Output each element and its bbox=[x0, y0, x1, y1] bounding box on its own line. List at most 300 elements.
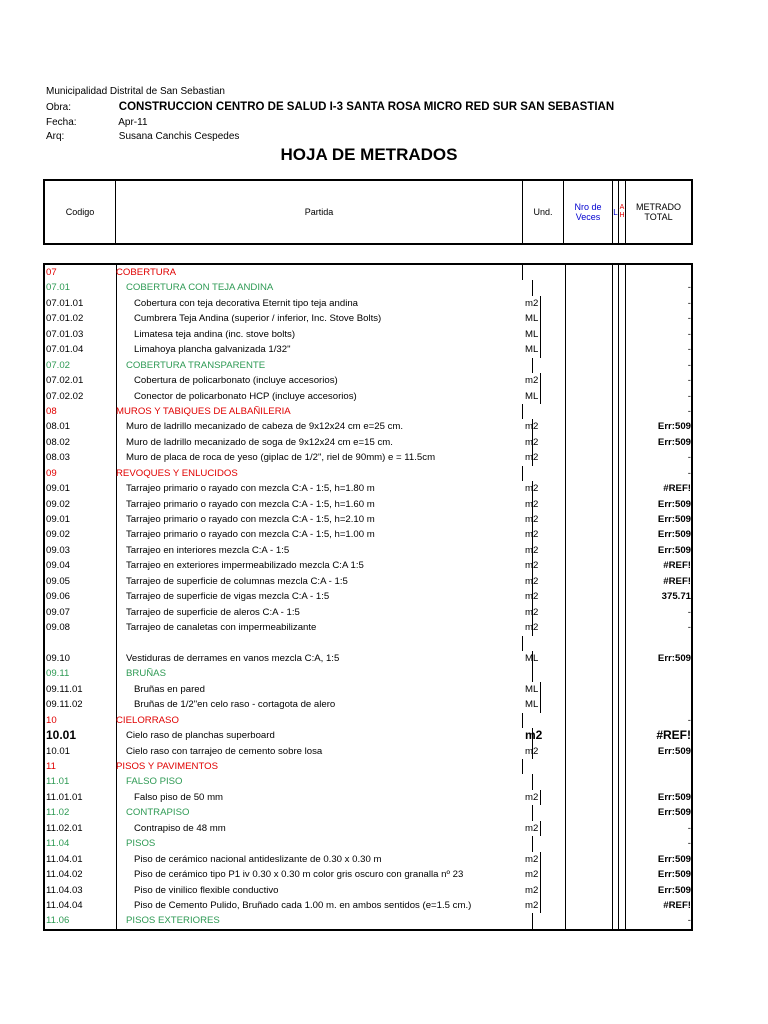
row-nro-veces bbox=[564, 527, 613, 542]
row-partida: Contrapiso de 48 mm bbox=[116, 821, 541, 836]
row-nro-veces bbox=[564, 682, 613, 697]
row-partida: Conector de policarbonato HCP (incluye accesorios) bbox=[116, 389, 541, 404]
row-und: m2 bbox=[523, 728, 566, 743]
row-partida: Tarrajeo primario o rayado con mezcla C:A - 1:5, h=1.80 m bbox=[116, 481, 533, 496]
row-total bbox=[626, 697, 693, 712]
row-factor bbox=[619, 651, 626, 666]
row-partida: CIELORRASO bbox=[116, 713, 523, 728]
row-und bbox=[523, 636, 566, 651]
row-code: 08.03 bbox=[45, 450, 117, 465]
row-code: 09.10 bbox=[45, 651, 117, 666]
row-und: m2 bbox=[523, 744, 566, 759]
org-name: Municipalidad Distrital de San Sebastian bbox=[46, 86, 225, 97]
table-row bbox=[45, 342, 691, 357]
row-und: m2 bbox=[523, 558, 566, 573]
row-code: 09.01 bbox=[45, 512, 117, 527]
table-row bbox=[45, 620, 691, 635]
row-total: - bbox=[687, 375, 691, 387]
row-partida: Tarrajeo de superficie de columnas mezcla C:A - 1:5 bbox=[116, 574, 533, 589]
row-partida: Muro de ladrillo mecanizado de soga de 9x12x24 cm e=15 cm. bbox=[116, 435, 533, 450]
row-nro-veces bbox=[564, 404, 613, 419]
table-row bbox=[45, 636, 691, 651]
row-und: m2 bbox=[523, 821, 566, 836]
row-nro-veces bbox=[564, 419, 613, 434]
row-nro-veces bbox=[564, 389, 613, 404]
row-nro-veces bbox=[564, 311, 613, 326]
row-partida: Falso piso de 50 mm bbox=[116, 790, 541, 805]
row-factor bbox=[619, 327, 626, 342]
row-factor bbox=[619, 574, 626, 589]
table-row bbox=[45, 852, 691, 867]
row-nro-veces bbox=[564, 280, 613, 295]
row-total: Err:509 bbox=[657, 869, 691, 881]
row-partida: Piso de cerámico tipo P1 iv 0.30 x 0.30 m color gris oscuro con granalla nº 23 bbox=[116, 867, 541, 882]
row-factor bbox=[619, 296, 626, 311]
obra-label: Obra: bbox=[46, 102, 72, 113]
row-factor bbox=[619, 805, 626, 820]
row-factor bbox=[619, 342, 626, 357]
col-und: Und. bbox=[523, 181, 564, 243]
row-total: Err:509 bbox=[657, 514, 691, 525]
row-und bbox=[523, 805, 566, 820]
row-und bbox=[523, 759, 566, 774]
row-total: - bbox=[687, 606, 691, 618]
row-factor bbox=[619, 280, 626, 295]
row-total: - bbox=[687, 622, 691, 634]
table-row bbox=[45, 543, 691, 558]
row-total bbox=[626, 682, 693, 697]
row-partida: COBERTURA CON TEJA ANDINA bbox=[116, 280, 533, 295]
row-total: #REF! bbox=[663, 483, 691, 495]
table-row bbox=[45, 867, 691, 882]
row-nro-veces bbox=[564, 358, 613, 373]
table-row bbox=[45, 836, 691, 851]
row-partida: REVOQUES Y ENLUCIDOS bbox=[116, 466, 523, 481]
arq-line bbox=[46, 131, 239, 142]
table-row bbox=[45, 605, 691, 620]
row-und: m2 bbox=[523, 527, 566, 542]
row-total: Err:509 bbox=[657, 529, 691, 541]
row-total: - bbox=[687, 297, 691, 309]
row-code: 09.11.02 bbox=[45, 697, 117, 712]
row-partida: Vestiduras de derrames en vanos mezcla C:A, 1:5 bbox=[116, 651, 533, 666]
row-total: - bbox=[687, 822, 691, 834]
row-total: Err:509 bbox=[657, 745, 691, 757]
row-code: 07.02.02 bbox=[45, 389, 117, 404]
row-total: - bbox=[687, 328, 691, 340]
row-nro-veces bbox=[564, 774, 613, 789]
row-total: - bbox=[687, 467, 691, 479]
row-factor bbox=[619, 852, 626, 867]
row-nro-veces bbox=[564, 466, 613, 481]
row-code: 09 bbox=[45, 466, 117, 481]
row-total: Err:509 bbox=[657, 807, 691, 819]
row-factor bbox=[619, 497, 626, 512]
row-und bbox=[523, 265, 566, 280]
table-row bbox=[45, 574, 691, 589]
table-row bbox=[45, 898, 691, 913]
row-nro-veces bbox=[564, 589, 613, 604]
row-factor bbox=[619, 435, 626, 450]
row-factor bbox=[619, 636, 626, 651]
row-code: 11.01.01 bbox=[45, 790, 117, 805]
row-partida: FALSO PISO bbox=[116, 774, 533, 789]
row-und: m2 bbox=[523, 450, 566, 465]
row-partida: Tarrajeo de canaletas con impermeabilizante bbox=[116, 620, 533, 635]
row-nro-veces bbox=[564, 605, 613, 620]
row-factor bbox=[619, 620, 626, 635]
row-factor bbox=[619, 790, 626, 805]
row-nro-veces bbox=[564, 836, 613, 851]
row-total: Err:509 bbox=[657, 421, 691, 433]
row-nro-veces bbox=[564, 883, 613, 898]
row-code bbox=[45, 636, 117, 651]
row-und: m2 bbox=[523, 435, 566, 450]
table-row bbox=[45, 419, 691, 434]
row-code: 09.03 bbox=[45, 543, 117, 558]
table-row bbox=[45, 682, 691, 697]
row-und: m2 bbox=[523, 543, 566, 558]
row-und: m2 bbox=[523, 790, 566, 805]
row-und: ML bbox=[523, 697, 566, 712]
row-factor bbox=[619, 512, 626, 527]
row-partida: Tarrajeo primario o rayado con mezcla C:A - 1:5, h=2.10 m bbox=[116, 512, 533, 527]
row-partida: Tarrajeo primario o rayado con mezcla C:A - 1:5, h=1.60 m bbox=[116, 497, 533, 512]
row-partida: Cumbrera Teja Andina (superior / inferior, Inc. Stove Bolts) bbox=[116, 311, 541, 326]
row-factor bbox=[619, 389, 626, 404]
table-row bbox=[45, 728, 691, 743]
row-und: m2 bbox=[523, 296, 566, 311]
row-total: Err:509 bbox=[657, 544, 691, 556]
row-partida: Tarrajeo en interiores mezcla C:A - 1:5 bbox=[116, 543, 533, 558]
table-row bbox=[45, 327, 691, 342]
table-row bbox=[45, 651, 691, 666]
row-partida: Cobertura con teja decorativa Eternit tipo teja andina bbox=[116, 296, 541, 311]
row-factor bbox=[619, 311, 626, 326]
row-nro-veces bbox=[564, 265, 613, 280]
row-partida: COBERTURA TRANSPARENTE bbox=[116, 358, 533, 373]
table-row bbox=[45, 527, 691, 542]
row-und bbox=[523, 466, 566, 481]
row-factor bbox=[619, 466, 626, 481]
row-nro-veces bbox=[564, 543, 613, 558]
row-und bbox=[523, 913, 566, 928]
row-partida: Tarrajeo en exteriores impermeabilizado mezcla C:A 1:5 bbox=[116, 558, 533, 573]
fecha-label: Fecha: bbox=[46, 117, 77, 128]
row-nro-veces bbox=[564, 790, 613, 805]
row-partida: Piso de vinilico flexible conductivo bbox=[116, 883, 541, 898]
row-und: ML bbox=[523, 327, 566, 342]
row-factor bbox=[619, 744, 626, 759]
row-nro-veces bbox=[564, 913, 613, 928]
row-partida: CONTRAPISO bbox=[116, 805, 533, 820]
row-nro-veces bbox=[564, 342, 613, 357]
row-nro-veces bbox=[564, 558, 613, 573]
row-code: 09.02 bbox=[45, 527, 117, 542]
col-codigo: Codigo bbox=[45, 181, 116, 243]
row-nro-veces bbox=[564, 296, 613, 311]
row-code: 11.04.01 bbox=[45, 852, 117, 867]
table-row bbox=[45, 450, 691, 465]
column-header bbox=[43, 179, 693, 245]
row-code: 09.07 bbox=[45, 605, 117, 620]
row-total bbox=[626, 265, 693, 280]
row-code: 10.01 bbox=[45, 728, 117, 743]
row-code: 11.04 bbox=[45, 836, 117, 851]
metrados-table bbox=[43, 263, 693, 931]
row-nro-veces bbox=[564, 512, 613, 527]
row-code: 07 bbox=[45, 265, 117, 280]
row-nro-veces bbox=[564, 481, 613, 496]
row-partida: Bruñas en pared bbox=[116, 682, 541, 697]
table-row bbox=[45, 265, 691, 280]
table-row bbox=[45, 435, 691, 450]
row-und bbox=[523, 404, 566, 419]
table-row bbox=[45, 589, 691, 604]
row-nro-veces bbox=[564, 666, 613, 681]
row-und: m2 bbox=[523, 867, 566, 882]
table-row bbox=[45, 883, 691, 898]
row-factor bbox=[619, 605, 626, 620]
row-factor bbox=[619, 543, 626, 558]
table-row bbox=[45, 373, 691, 388]
row-factor bbox=[619, 481, 626, 496]
row-code: 11.01 bbox=[45, 774, 117, 789]
col-partida: Partida bbox=[116, 181, 523, 243]
table-row bbox=[45, 759, 691, 774]
row-nro-veces bbox=[564, 759, 613, 774]
row-code: 11.04.03 bbox=[45, 883, 117, 898]
row-code: 07.01.04 bbox=[45, 342, 117, 357]
row-partida: Tarrajeo de superficie de vigas mezcla C:A - 1:5 bbox=[116, 589, 533, 604]
row-total: - bbox=[687, 359, 691, 371]
row-factor bbox=[619, 774, 626, 789]
row-total bbox=[626, 759, 693, 774]
row-factor bbox=[619, 404, 626, 419]
row-code: 11 bbox=[45, 759, 117, 774]
row-nro-veces bbox=[564, 574, 613, 589]
row-nro-veces bbox=[564, 805, 613, 820]
row-total: Err:509 bbox=[657, 652, 691, 664]
row-partida: Piso de cerámico nacional antideslizante de 0.30 x 0.30 m bbox=[116, 852, 541, 867]
row-total: - bbox=[687, 714, 691, 726]
row-nro-veces bbox=[564, 651, 613, 666]
row-partida: Cobertura de policarbonato (incluye accesorios) bbox=[116, 373, 541, 388]
row-nro-veces bbox=[564, 450, 613, 465]
row-factor bbox=[619, 867, 626, 882]
row-nro-veces bbox=[564, 713, 613, 728]
row-code: 11.02 bbox=[45, 805, 117, 820]
row-total: - bbox=[687, 390, 691, 402]
row-total: - bbox=[687, 452, 691, 464]
col-nro-veces: Nro de Veces bbox=[564, 181, 613, 243]
row-nro-veces bbox=[564, 867, 613, 882]
col-metrado-total: METRADO TOTAL bbox=[636, 202, 681, 222]
table-row bbox=[45, 280, 691, 295]
row-code: 11.06 bbox=[45, 913, 117, 928]
table-row bbox=[45, 821, 691, 836]
table-row bbox=[45, 697, 691, 712]
row-total: #REF! bbox=[663, 575, 691, 587]
row-total: - bbox=[687, 405, 691, 417]
row-partida: Piso de Cemento Pulido, Bruñado cada 1.00 m. en ambos sentidos (e=1.5 cm.) bbox=[116, 898, 541, 913]
table-row bbox=[45, 466, 691, 481]
col-l: L bbox=[613, 181, 619, 243]
row-partida: Limatesa teja andina (inc. stove bolts) bbox=[116, 327, 541, 342]
row-total: - bbox=[687, 344, 691, 356]
table-row bbox=[45, 913, 691, 928]
table-row bbox=[45, 389, 691, 404]
table-row bbox=[45, 744, 691, 759]
table-row bbox=[45, 713, 691, 728]
row-partida: Cielo raso con tarrajeo de cemento sobre losa bbox=[116, 744, 533, 759]
row-code: 09.06 bbox=[45, 589, 117, 604]
row-code: 09.01 bbox=[45, 481, 117, 496]
row-code: 07.02 bbox=[45, 358, 117, 373]
row-und bbox=[523, 358, 566, 373]
row-code: 08.01 bbox=[45, 419, 117, 434]
table-row bbox=[45, 512, 691, 527]
header-block bbox=[46, 86, 225, 97]
row-factor bbox=[619, 682, 626, 697]
row-code: 07.01 bbox=[45, 280, 117, 295]
row-und bbox=[523, 774, 566, 789]
row-und: m2 bbox=[523, 419, 566, 434]
row-nro-veces bbox=[564, 697, 613, 712]
row-nro-veces bbox=[564, 373, 613, 388]
row-partida: PISOS bbox=[116, 836, 533, 851]
row-nro-veces bbox=[564, 620, 613, 635]
row-total: #REF! bbox=[663, 560, 691, 572]
row-factor bbox=[619, 883, 626, 898]
row-partida: Tarrajeo primario o rayado con mezcla C:A - 1:5, h=1.00 m bbox=[116, 527, 533, 542]
row-factor bbox=[619, 728, 626, 743]
row-factor bbox=[619, 450, 626, 465]
table-row bbox=[45, 790, 691, 805]
row-total: #REF! bbox=[663, 899, 691, 911]
table-row bbox=[45, 481, 691, 496]
row-total bbox=[626, 666, 693, 681]
row-code: 10 bbox=[45, 713, 117, 728]
row-und bbox=[523, 666, 566, 681]
row-nro-veces bbox=[564, 327, 613, 342]
row-code: 08.02 bbox=[45, 435, 117, 450]
row-und: m2 bbox=[523, 605, 566, 620]
fecha-line bbox=[46, 117, 148, 128]
table-row bbox=[45, 358, 691, 373]
col-a: A bbox=[619, 204, 625, 211]
row-code: 07.01.01 bbox=[45, 296, 117, 311]
row-und: m2 bbox=[523, 620, 566, 635]
row-factor bbox=[619, 836, 626, 851]
row-und: m2 bbox=[523, 512, 566, 527]
table-row bbox=[45, 666, 691, 681]
row-code: 09.02 bbox=[45, 497, 117, 512]
row-und: m2 bbox=[523, 574, 566, 589]
row-total: 375.71 bbox=[661, 591, 691, 603]
fecha-value: Apr-11 bbox=[118, 117, 148, 128]
row-factor bbox=[619, 913, 626, 928]
row-partida: Tarrajeo de superficie de aleros C:A - 1:5 bbox=[116, 605, 533, 620]
table-row bbox=[45, 497, 691, 512]
row-total: Err:509 bbox=[657, 791, 691, 803]
table-row bbox=[45, 311, 691, 326]
row-code: 09.05 bbox=[45, 574, 117, 589]
row-total: Err:509 bbox=[657, 436, 691, 448]
row-total: - bbox=[687, 838, 691, 850]
row-code: 09.04 bbox=[45, 558, 117, 573]
row-partida: Limahoya plancha galvanizada 1/32" bbox=[116, 342, 541, 357]
row-und bbox=[523, 836, 566, 851]
row-code: 09.08 bbox=[45, 620, 117, 635]
row-code: 10.01 bbox=[45, 744, 117, 759]
row-factor bbox=[619, 358, 626, 373]
row-factor bbox=[619, 265, 626, 280]
row-partida: COBERTURA bbox=[116, 265, 523, 280]
row-nro-veces bbox=[564, 898, 613, 913]
row-partida: Muro de ladrillo mecanizado de cabeza de 9x12x24 cm e=25 cm. bbox=[116, 419, 533, 434]
table-row bbox=[45, 805, 691, 820]
arq-value: Susana Canchis Cespedes bbox=[118, 131, 240, 142]
row-code: 11.02.01 bbox=[45, 821, 117, 836]
row-code: 07.01.03 bbox=[45, 327, 117, 342]
row-nro-veces bbox=[564, 744, 613, 759]
row-und bbox=[523, 713, 566, 728]
table-row bbox=[45, 296, 691, 311]
row-factor bbox=[619, 373, 626, 388]
row-und: m2 bbox=[523, 497, 566, 512]
row-factor bbox=[619, 759, 626, 774]
row-total bbox=[626, 636, 693, 651]
row-factor bbox=[619, 821, 626, 836]
row-total: #REF! bbox=[656, 728, 691, 743]
col-h: H bbox=[619, 212, 625, 219]
row-factor bbox=[619, 666, 626, 681]
row-total: - bbox=[687, 915, 691, 927]
row-code: 07.01.02 bbox=[45, 311, 117, 326]
table-row bbox=[45, 558, 691, 573]
row-code: 11.04.02 bbox=[45, 867, 117, 882]
table-row bbox=[45, 404, 691, 419]
row-factor bbox=[619, 558, 626, 573]
row-nro-veces bbox=[564, 728, 613, 743]
row-code: 11.04.04 bbox=[45, 898, 117, 913]
row-und: ML bbox=[523, 311, 566, 326]
row-nro-veces bbox=[564, 435, 613, 450]
row-partida: MUROS Y TABIQUES DE ALBAÑILERIA bbox=[116, 404, 523, 419]
row-partida bbox=[116, 636, 523, 651]
row-factor bbox=[619, 419, 626, 434]
row-total: Err:509 bbox=[657, 853, 691, 865]
row-und: m2 bbox=[523, 589, 566, 604]
row-und bbox=[523, 280, 566, 295]
row-total: - bbox=[687, 313, 691, 325]
row-partida: Bruñas de 1/2"en celo raso - cortagota de alero bbox=[116, 697, 541, 712]
arq-label: Arq: bbox=[46, 131, 65, 142]
col-vertical bbox=[619, 181, 626, 243]
row-und: m2 bbox=[523, 883, 566, 898]
row-partida: Muro de placa de roca de yeso (giplac de 1/2", riel de 90mm) e = 11.5cm bbox=[116, 450, 533, 465]
row-factor bbox=[619, 697, 626, 712]
row-und: m2 bbox=[523, 481, 566, 496]
row-code: 09.11 bbox=[45, 666, 117, 681]
page-title: HOJA DE METRADOS bbox=[280, 145, 458, 164]
obra-value: CONSTRUCCION CENTRO DE SALUD I-3 SANTA ROSA MICRO RED SUR SAN SEBASTIAN bbox=[118, 101, 615, 113]
row-und: m2 bbox=[523, 898, 566, 913]
row-nro-veces bbox=[564, 636, 613, 651]
row-nro-veces bbox=[564, 821, 613, 836]
row-code: 08 bbox=[45, 404, 117, 419]
